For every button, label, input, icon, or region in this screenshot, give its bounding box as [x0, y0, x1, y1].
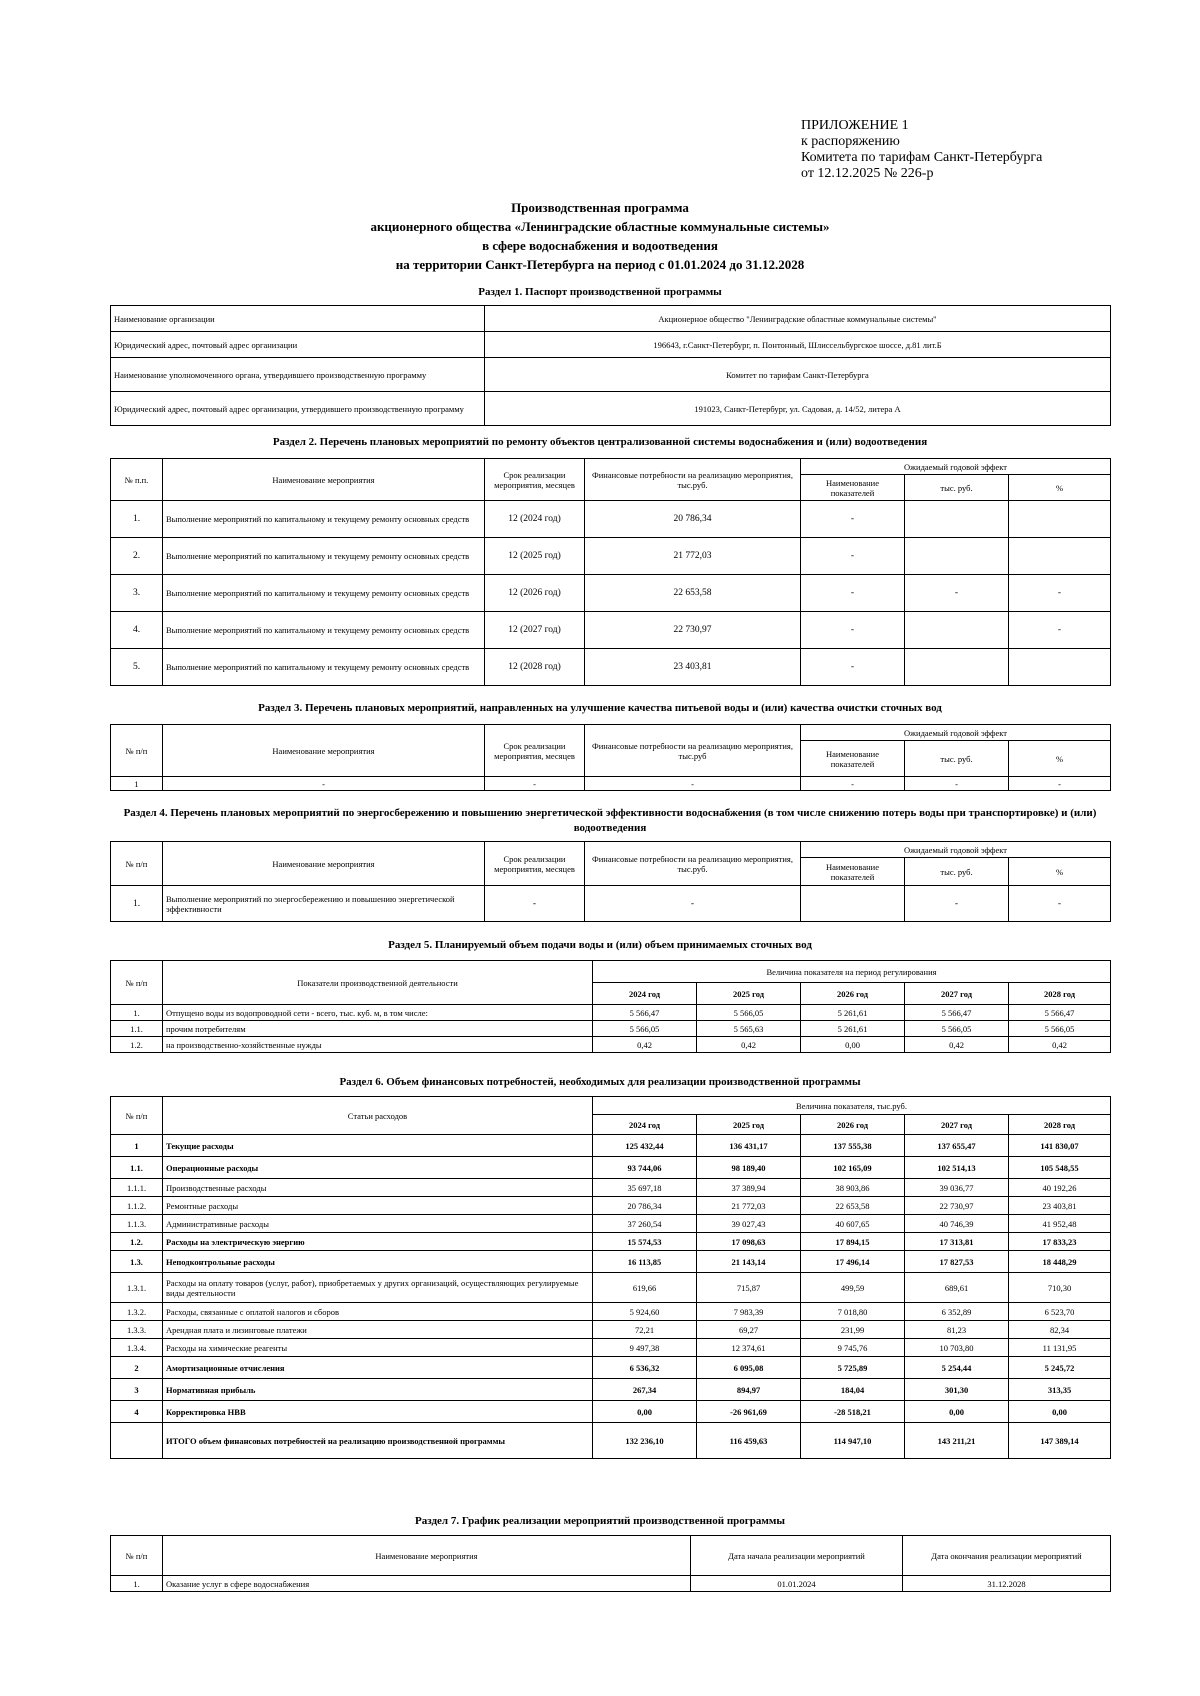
- cell-pct: [1009, 538, 1111, 575]
- cell-name: Расходы на электрическую энергию: [163, 1233, 593, 1251]
- passport-label: Юридический адрес, почтовый адрес организации: [111, 332, 485, 358]
- cell-value: 17 098,63: [697, 1233, 801, 1251]
- cell-value: 5 566,47: [1009, 1005, 1111, 1021]
- cell-value: 35 697,18: [593, 1179, 697, 1197]
- table-row: [111, 1357, 1111, 1379]
- cell-finance: -: [585, 886, 801, 922]
- cell-rub: [905, 501, 1009, 538]
- cell-pct: -: [1009, 612, 1111, 649]
- cell-value: 5 566,05: [593, 1021, 697, 1037]
- col-header-name: Наименование мероприятия: [163, 459, 485, 501]
- table-row: [111, 1005, 1111, 1021]
- cell-name: Операционные расходы: [163, 1157, 593, 1179]
- col-header-year: 2025 год: [697, 983, 801, 1005]
- cell-num: 1.1.2.: [111, 1197, 163, 1215]
- cell-value: 184,04: [801, 1379, 905, 1401]
- cell-num: 1.: [111, 501, 163, 538]
- table-row: [111, 306, 1111, 332]
- col-header-year: 2027 год: [905, 983, 1009, 1005]
- table-row: [111, 392, 1111, 426]
- cell-value: 102 514,13: [905, 1157, 1009, 1179]
- cell-num: 1.1.: [111, 1157, 163, 1179]
- col-header-name: Наименование мероприятия: [163, 725, 485, 777]
- col-header-year: 2026 год: [801, 1115, 905, 1135]
- cell-value: 7 018,80: [801, 1303, 905, 1321]
- cell-name: Административные расходы: [163, 1215, 593, 1233]
- cell-term: 12 (2026 год): [485, 575, 585, 612]
- col-header-pct: %: [1009, 858, 1111, 886]
- cell-num: 3: [111, 1379, 163, 1401]
- col-header-period: Величина показателя на период регулирования: [593, 961, 1111, 983]
- cell-value: 137 655,47: [905, 1135, 1009, 1157]
- cell-pct: -: [1009, 575, 1111, 612]
- cell-name: Неподконтрольные расходы: [163, 1251, 593, 1273]
- cell-value: 37 389,94: [697, 1179, 801, 1197]
- cell-name: Расходы на оплату товаров (услуг, работ), приобретаемых у других организаций, осуществляющих регулируемые виды деятельности: [163, 1273, 593, 1303]
- cell-value: 82,34: [1009, 1321, 1111, 1339]
- col-header-finance: Финансовые потребности на реализацию мероприятия, тыс.руб.: [585, 459, 801, 501]
- cell-name: Оказание услуг в сфере водоснабжения: [163, 1576, 691, 1592]
- cell-value: 0,00: [593, 1401, 697, 1423]
- cell-value: 16 113,85: [593, 1251, 697, 1273]
- cell-value: 105 548,55: [1009, 1157, 1111, 1179]
- cell-term: 12 (2025 год): [485, 538, 585, 575]
- financial-needs-table: [110, 1096, 1111, 1459]
- cell-value: 102 165,09: [801, 1157, 905, 1179]
- cell-value: 143 211,21: [905, 1423, 1009, 1459]
- title-line-3: в сфере водоснабжения и водоотведения: [482, 238, 718, 253]
- cell-num: 1.: [111, 886, 163, 922]
- cell-num: 1.1.3.: [111, 1215, 163, 1233]
- cell-indicator: -: [801, 649, 905, 686]
- table-row: [111, 1273, 1111, 1303]
- cell-name: Расходы, связанные с оплатой налогов и сборов: [163, 1303, 593, 1321]
- passport-label: Наименование уполномоченного органа, утвердившего производственную программу: [111, 358, 485, 392]
- cell-num: 2.: [111, 538, 163, 575]
- cell-finance: 22 730,97: [585, 612, 801, 649]
- document-title: [0, 198, 1200, 274]
- cell-value: 39 036,77: [905, 1179, 1009, 1197]
- table-row: [111, 501, 1111, 538]
- cell-value: 72,21: [593, 1321, 697, 1339]
- col-header-num: № п/п: [111, 961, 163, 1005]
- table-row: [111, 1339, 1111, 1357]
- cell-finance: 20 786,34: [585, 501, 801, 538]
- cell-value: 18 448,29: [1009, 1251, 1111, 1273]
- cell-name: Амортизационные отчисления: [163, 1357, 593, 1379]
- water-volume-table: [110, 960, 1111, 1053]
- cell-value: 116 459,63: [697, 1423, 801, 1459]
- cell-value: 81,23: [905, 1321, 1009, 1339]
- cell-name: ИТОГО объем финансовых потребностей на реализацию производственной программы: [163, 1423, 593, 1459]
- cell-indicator: -: [801, 575, 905, 612]
- col-header-year: 2025 год: [697, 1115, 801, 1135]
- cell-value: 40 607,65: [801, 1215, 905, 1233]
- cell-value: 12 374,61: [697, 1339, 801, 1357]
- cell-name: Арендная плата и лизинговые платежи: [163, 1321, 593, 1339]
- cell-name: Производственные расходы: [163, 1179, 593, 1197]
- col-header-rub: тыс. руб.: [905, 858, 1009, 886]
- col-header-year: 2024 год: [593, 983, 697, 1005]
- col-header-name: Наименование мероприятия: [163, 842, 485, 886]
- table-row: [111, 1423, 1111, 1459]
- cell-name: Выполнение мероприятий по капитальному и текущему ремонту основных средств: [163, 649, 485, 686]
- cell-value: 141 830,07: [1009, 1135, 1111, 1157]
- cell-value: 0,42: [905, 1037, 1009, 1053]
- appendix-date: от 12.12.2025 № 226-р: [801, 166, 934, 181]
- col-header-indicator: Наименование показателей: [801, 741, 905, 777]
- col-header-num: № п/п: [111, 842, 163, 886]
- cell-value: 7 983,39: [697, 1303, 801, 1321]
- cell-name: на производственно-хозяйственные нужды: [163, 1037, 593, 1053]
- table-row: [111, 538, 1111, 575]
- cell-value: 5 566,05: [697, 1005, 801, 1021]
- cell-value: 894,97: [697, 1379, 801, 1401]
- cell-value: -28 518,21: [801, 1401, 905, 1423]
- cell-num: 1.3.3.: [111, 1321, 163, 1339]
- cell-pct: -: [1009, 886, 1111, 922]
- col-header-term: Срок реализации мероприятия, месяцев: [485, 842, 585, 886]
- col-header-pct: %: [1009, 475, 1111, 501]
- cell-value: 11 131,95: [1009, 1339, 1111, 1357]
- col-header-effect: Ожидаемый годовой эффект: [801, 725, 1111, 741]
- cell-value: 499,59: [801, 1273, 905, 1303]
- table-row: [111, 1251, 1111, 1273]
- section6-title: Раздел 6. Объем финансовых потребностей, необходимых для реализации производственной программы: [339, 1076, 861, 1088]
- table-row: [111, 1135, 1111, 1157]
- table-row: [111, 1021, 1111, 1037]
- cell-term: 12 (2028 год): [485, 649, 585, 686]
- cell-value: 5 565,63: [697, 1021, 801, 1037]
- cell-num: 1.1.1.: [111, 1179, 163, 1197]
- title-line-2: акционерного общества «Ленинградские областные коммунальные системы»: [370, 219, 830, 234]
- cell-name: Расходы на химические реагенты: [163, 1339, 593, 1357]
- table-header-row: [111, 842, 1111, 858]
- energy-saving-table: [110, 841, 1111, 922]
- appendix-order-ref: к распоряжению: [801, 134, 900, 149]
- cell-num: 5.: [111, 649, 163, 686]
- cell-num: 1.: [111, 1576, 163, 1592]
- cell-value: 137 555,38: [801, 1135, 905, 1157]
- cell-end-date: 31.12.2028: [903, 1576, 1111, 1592]
- cell-value: 5 725,89: [801, 1357, 905, 1379]
- section2-title: Раздел 2. Перечень плановых мероприятий по ремонту объектов централизованной системы водоснабжения и (или) водоотведения: [272, 436, 928, 448]
- table-row: [111, 1401, 1111, 1423]
- cell-num: 1.3.1.: [111, 1273, 163, 1303]
- passport-table: [110, 305, 1111, 426]
- cell-pct: -: [1009, 777, 1111, 791]
- table-row: [111, 1233, 1111, 1251]
- cell-name: Выполнение мероприятий по капитальному и текущему ремонту основных средств: [163, 612, 485, 649]
- cell-num: 1.3.: [111, 1251, 163, 1273]
- cell-value: 301,30: [905, 1379, 1009, 1401]
- col-header-finance: Финансовые потребности на реализацию мероприятия, тыс.руб.: [585, 842, 801, 886]
- cell-num: 1.2.: [111, 1233, 163, 1251]
- col-header-term: Срок реализации мероприятия, месяцев: [485, 459, 585, 501]
- col-header-period: Величина показателя, тыс.руб.: [593, 1097, 1111, 1115]
- section4-title: Раздел 4. Перечень плановых мероприятий по энергосбережению и повышению энергетической эффективности водоснабжения (в том числе снижению потерь воды при транспортировке) и (или) водоотведения: [123, 807, 1097, 834]
- cell-name: Нормативная прибыль: [163, 1379, 593, 1401]
- col-header-rub: тыс. руб.: [905, 741, 1009, 777]
- cell-value: 5 566,05: [1009, 1021, 1111, 1037]
- table-row: [111, 332, 1111, 358]
- col-header-end: Дата окончания реализации мероприятий: [903, 1536, 1111, 1576]
- cell-value: 0,00: [801, 1037, 905, 1053]
- cell-value: 15 574,53: [593, 1233, 697, 1251]
- table-row: [111, 612, 1111, 649]
- cell-value: -26 961,69: [697, 1401, 801, 1423]
- cell-pct: [1009, 649, 1111, 686]
- cell-value: 0,42: [697, 1037, 801, 1053]
- cell-indicator: -: [801, 612, 905, 649]
- col-header-num: № п.п.: [111, 459, 163, 501]
- table-row: [111, 1037, 1111, 1053]
- cell-value: 114 947,10: [801, 1423, 905, 1459]
- col-header-indicator: Наименование показателей: [801, 858, 905, 886]
- cell-num: 2: [111, 1357, 163, 1379]
- cell-num: 4.: [111, 612, 163, 649]
- appendix-committee: Комитета по тарифам Санкт-Петербурга: [801, 150, 1043, 165]
- cell-name: Выполнение мероприятий по энергосбережению и повышению энергетической эффективности: [163, 886, 485, 922]
- table-header-row: [111, 961, 1111, 983]
- section3-title: Раздел 3. Перечень плановых мероприятий, направленных на улучшение качества питьевой воды и (или) качества очистки сточных вод: [258, 702, 942, 714]
- cell-num: [111, 1423, 163, 1459]
- table-row: [111, 1321, 1111, 1339]
- table-row: [111, 1179, 1111, 1197]
- col-header-year: 2026 год: [801, 983, 905, 1005]
- cell-value: 710,30: [1009, 1273, 1111, 1303]
- passport-value: Комитет по тарифам Санкт-Петербурга: [485, 358, 1111, 392]
- cell-value: 69,27: [697, 1321, 801, 1339]
- passport-value: 196643, г.Санкт-Петербург, п. Понтонный, Шлиссельбургское шоссе, д.81 лит.Б: [485, 332, 1111, 358]
- appendix-label: ПРИЛОЖЕНИЕ 1: [801, 118, 909, 133]
- cell-rub: -: [905, 886, 1009, 922]
- cell-name: Отпущено воды из водопроводной сети - всего, тыс. куб. м, в том числе:: [163, 1005, 593, 1021]
- cell-num: 1.: [111, 1005, 163, 1021]
- cell-value: 6 523,70: [1009, 1303, 1111, 1321]
- cell-name: Корректировка НВВ: [163, 1401, 593, 1423]
- cell-value: 5 261,61: [801, 1021, 905, 1037]
- cell-value: 689,61: [905, 1273, 1009, 1303]
- table-row: [111, 777, 1111, 791]
- cell-rub: -: [905, 575, 1009, 612]
- col-header-num: № п/п: [111, 725, 163, 777]
- appendix-header: [801, 118, 1042, 182]
- cell-name: Ремонтные расходы: [163, 1197, 593, 1215]
- cell-value: 147 389,14: [1009, 1423, 1111, 1459]
- section5-title: Раздел 5. Планируемый объем подачи воды и (или) объем принимаемых сточных вод: [388, 939, 812, 951]
- cell-value: 17 827,53: [905, 1251, 1009, 1273]
- cell-value: 5 245,72: [1009, 1357, 1111, 1379]
- table-row: [111, 1157, 1111, 1179]
- cell-name: -: [163, 777, 485, 791]
- financial-rows: [111, 1135, 1111, 1459]
- col-header-effect: Ожидаемый годовой эффект: [801, 842, 1111, 858]
- cell-rub: -: [905, 777, 1009, 791]
- section1-title: Раздел 1. Паспорт производственной программы: [478, 286, 722, 298]
- cell-finance: 22 653,58: [585, 575, 801, 612]
- passport-label: Наименование организации: [111, 306, 485, 332]
- cell-indicator: [801, 886, 905, 922]
- table-row: [111, 358, 1111, 392]
- table-header-row: [111, 1536, 1111, 1576]
- cell-value: 132 236,10: [593, 1423, 697, 1459]
- cell-num: 1: [111, 1135, 163, 1157]
- cell-value: 17 496,14: [801, 1251, 905, 1273]
- cell-finance: -: [585, 777, 801, 791]
- section7-title: Раздел 7. График реализации мероприятий производственной программы: [415, 1515, 785, 1527]
- table-header-row: [111, 1097, 1111, 1115]
- title-line-1: Производственная программа: [511, 200, 689, 215]
- cell-value: 17 894,15: [801, 1233, 905, 1251]
- cell-num: 1.3.2.: [111, 1303, 163, 1321]
- cell-value: 9 745,76: [801, 1339, 905, 1357]
- col-header-year: 2024 год: [593, 1115, 697, 1135]
- col-header-num: № п/п: [111, 1097, 163, 1135]
- cell-start-date: 01.01.2024: [691, 1576, 903, 1592]
- cell-finance: 23 403,81: [585, 649, 801, 686]
- cell-value: 5 254,44: [905, 1357, 1009, 1379]
- cell-rub: [905, 538, 1009, 575]
- col-header-effect: Ожидаемый годовой эффект: [801, 459, 1111, 475]
- cell-term: -: [485, 886, 585, 922]
- col-header-year: 2028 год: [1009, 1115, 1111, 1135]
- cell-value: 17 833,23: [1009, 1233, 1111, 1251]
- cell-term: 12 (2027 год): [485, 612, 585, 649]
- cell-value: 22 653,58: [801, 1197, 905, 1215]
- cell-term: 12 (2024 год): [485, 501, 585, 538]
- water-quality-table: [110, 724, 1111, 791]
- cell-value: 6 352,89: [905, 1303, 1009, 1321]
- passport-value: Акционерное общество "Ленинградские областные коммунальные системы": [485, 306, 1111, 332]
- cell-name: Выполнение мероприятий по капитальному и текущему ремонту основных средств: [163, 538, 485, 575]
- col-header-year: 2027 год: [905, 1115, 1009, 1135]
- cell-value: 39 027,43: [697, 1215, 801, 1233]
- cell-value: 21 143,14: [697, 1251, 801, 1273]
- cell-rub: [905, 612, 1009, 649]
- col-header-name: Наименование мероприятия: [163, 1536, 691, 1576]
- cell-rub: [905, 649, 1009, 686]
- cell-indicator: -: [801, 538, 905, 575]
- cell-value: 619,66: [593, 1273, 697, 1303]
- cell-value: 9 497,38: [593, 1339, 697, 1357]
- cell-value: 40 746,39: [905, 1215, 1009, 1233]
- cell-value: 313,35: [1009, 1379, 1111, 1401]
- cell-value: 6 536,32: [593, 1357, 697, 1379]
- cell-value: 17 313,81: [905, 1233, 1009, 1251]
- table-row: [111, 1303, 1111, 1321]
- title-line-4: на территории Санкт-Петербурга на период с 01.01.2024 до 31.12.2028: [395, 257, 805, 272]
- cell-name: Выполнение мероприятий по капитальному и текущему ремонту основных средств: [163, 501, 485, 538]
- table-row: [111, 1576, 1111, 1592]
- table-row: [111, 575, 1111, 612]
- cell-value: 6 095,08: [697, 1357, 801, 1379]
- col-header-name: Статьи расходов: [163, 1097, 593, 1135]
- table-header-row: [111, 459, 1111, 475]
- cell-value: 40 192,26: [1009, 1179, 1111, 1197]
- cell-num: 4: [111, 1401, 163, 1423]
- cell-value: 5 566,47: [905, 1005, 1009, 1021]
- passport-label: Юридический адрес, почтовый адрес организации, утвердившего производственную программу: [111, 392, 485, 426]
- cell-value: 5 261,61: [801, 1005, 905, 1021]
- cell-num: 1.2.: [111, 1037, 163, 1053]
- col-header-start: Дата начала реализации мероприятий: [691, 1536, 903, 1576]
- cell-num: 1.3.4.: [111, 1339, 163, 1357]
- col-header-rub: тыс. руб.: [905, 475, 1009, 501]
- cell-value: 715,87: [697, 1273, 801, 1303]
- cell-value: 20 786,34: [593, 1197, 697, 1215]
- cell-value: 0,00: [905, 1401, 1009, 1423]
- schedule-table: [110, 1535, 1111, 1592]
- col-header-term: Срок реализации мероприятия, месяцев: [485, 725, 585, 777]
- table-row: [111, 886, 1111, 922]
- cell-value: 10 703,80: [905, 1339, 1009, 1357]
- col-header-finance: Финансовые потребности на реализацию мероприятия, тыс.руб: [585, 725, 801, 777]
- cell-indicator: -: [801, 501, 905, 538]
- cell-value: 37 260,54: [593, 1215, 697, 1233]
- table-row: [111, 649, 1111, 686]
- cell-pct: [1009, 501, 1111, 538]
- cell-num: 1.1.: [111, 1021, 163, 1037]
- passport-value: 191023, Санкт-Петербург, ул. Садовая, д. 14/52, литера А: [485, 392, 1111, 426]
- table-row: [111, 1197, 1111, 1215]
- cell-term: -: [485, 777, 585, 791]
- cell-value: 22 730,97: [905, 1197, 1009, 1215]
- cell-value: 23 403,81: [1009, 1197, 1111, 1215]
- cell-name: Выполнение мероприятий по капитальному и текущему ремонту основных средств: [163, 575, 485, 612]
- col-header-year: 2028 год: [1009, 983, 1111, 1005]
- cell-value: 136 431,17: [697, 1135, 801, 1157]
- cell-value: 41 952,48: [1009, 1215, 1111, 1233]
- cell-finance: 21 772,03: [585, 538, 801, 575]
- cell-value: 5 924,60: [593, 1303, 697, 1321]
- cell-name: прочим потребителям: [163, 1021, 593, 1037]
- col-header-name: Показатели производственной деятельности: [163, 961, 593, 1005]
- cell-value: 93 744,06: [593, 1157, 697, 1179]
- cell-value: 21 772,03: [697, 1197, 801, 1215]
- cell-value: 38 903,86: [801, 1179, 905, 1197]
- cell-value: 5 566,47: [593, 1005, 697, 1021]
- cell-num: 3.: [111, 575, 163, 612]
- cell-value: 231,99: [801, 1321, 905, 1339]
- cell-name: Текущие расходы: [163, 1135, 593, 1157]
- cell-value: 5 566,05: [905, 1021, 1009, 1037]
- cell-indicator: -: [801, 777, 905, 791]
- table-row: [111, 1215, 1111, 1233]
- cell-value: 0,00: [1009, 1401, 1111, 1423]
- cell-value: 125 432,44: [593, 1135, 697, 1157]
- cell-value: 0,42: [593, 1037, 697, 1053]
- repair-measures-table: [110, 458, 1111, 686]
- cell-value: 98 189,40: [697, 1157, 801, 1179]
- cell-value: 267,34: [593, 1379, 697, 1401]
- col-header-indicator: Наименование показателей: [801, 475, 905, 501]
- table-row: [111, 1379, 1111, 1401]
- table-header-row: [111, 725, 1111, 741]
- col-header-pct: %: [1009, 741, 1111, 777]
- cell-num: 1: [111, 777, 163, 791]
- col-header-num: № п/п: [111, 1536, 163, 1576]
- cell-value: 0,42: [1009, 1037, 1111, 1053]
